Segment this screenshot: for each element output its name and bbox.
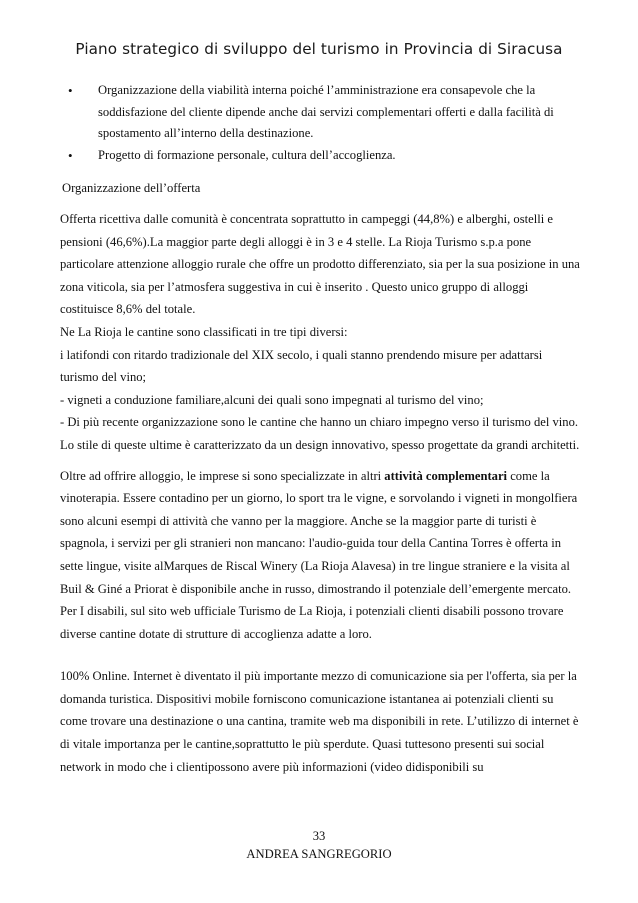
attivita-text-after: come la vinoterapia. Essere contadino per un giorno, lo sport tra le vigne, e sorvolando i vigneti in mongolfiera sono alcuni esempi di attività che vanno per la maggiore. Anche se la maggior parte di turisti è spagnola, i servizi per gli stranieri non mancano: l'audio-guida tour della Cantina Torres è offerta in sette lingue, visite alMarques de Riscal Winery (La Rioja Alavesa) in tre lingue straniere e la visita al Buil & Giné a Priorat è disponibile anche in russo, dimostrando il potenziale dell’emergente mercato. — [60, 468, 578, 596]
paragraph-disabili: Per I disabili, sul sito web ufficiale Turismo de La Rioja, i potenziali clienti disabili possono trovare diverse cantine dotate di strutture di accoglienza adatte a loro. — [60, 604, 564, 641]
paragraph-recenti: - Di più recente organizzazione sono le cantine che hanno un chiaro impegno verso il turismo del vino. Lo stile di queste ultime è caratterizzato da un design innovativo, spesso progettate da grandi architetti. — [60, 415, 580, 452]
page-number: 33 — [312, 829, 326, 843]
section-title: Organizzazione dell’offerta — [62, 181, 201, 195]
bullet-item-1: • Organizzazione della viabilità interna poiché l’amministrazione era consapevole che la soddisfazione del cliente dipende anche dai servizi complementari offerti e dalla facilità di spostamento all’interno della destinazione. — [68, 80, 588, 145]
bullet-list — [68, 80, 588, 167]
page-header-title: Piano strategico di sviluppo del turismo in Provincia di Siracusa — [75, 40, 563, 58]
paragraph-vigneti: - vigneti a conduzione familiare,alcuni dei quali sono impegnati al turismo del vino; — [60, 392, 484, 407]
paragraph-online: 100% Online. Internet è diventato il più importante mezzo di comunicazione sia per l'offerta, sia per la domanda turistica. Dispositivi mobile forniscono comunicazione istantanea ai potenziali clienti su come trovare una destinazione o una cantina, tramite web ma disponibili in rete. L’utilizzo di internet è di vitale importanza per le cantine,soprattutto le più sperdute. Quasi tuttesono presenti sui social network in modo che i clientipossono avere più informazioni (video didisponibili su — [60, 669, 579, 774]
author-name: ANDREA SANGREGORIO — [246, 846, 392, 861]
bullet-item-2: • Progetto di formazione personale, cultura dell’accoglienza. — [68, 145, 588, 167]
page-footer — [0, 828, 638, 863]
paragraph-cantine-intro: Ne La Rioja le cantine sono classificati in tre tipi diversi: — [60, 324, 348, 339]
paragraph-offerta: Offerta ricettiva dalle comunità è concentrata soprattutto in campeggi (44,8%) e alberghi, ostelli e pensioni (46,6%).La maggior parte degli alloggi è in 3 e 4 stelle. La Rioja Turismo s.p.a pone particolare attenzione alloggio rurale che offre un prodotto differenziato, sia per la sua posizione in una zona viticola, sia per l’atmosfera suggestiva in cui è inserito . Questo unico gruppo di alloggi costituisce 8,6% del totale. — [60, 212, 580, 317]
attivita-text-before: Oltre ad offrire alloggio, le imprese si sono specializzate in altri — [60, 468, 385, 483]
paragraph-latifondi: i latifondi con ritardo tradizionale del XIX secolo, i quali stanno prendendo misure per adattarsi turismo del vino; — [60, 347, 543, 385]
paragraph-attivita — [60, 465, 580, 601]
body-text — [60, 208, 580, 778]
attivita-bold: attività complementari — [384, 468, 508, 483]
